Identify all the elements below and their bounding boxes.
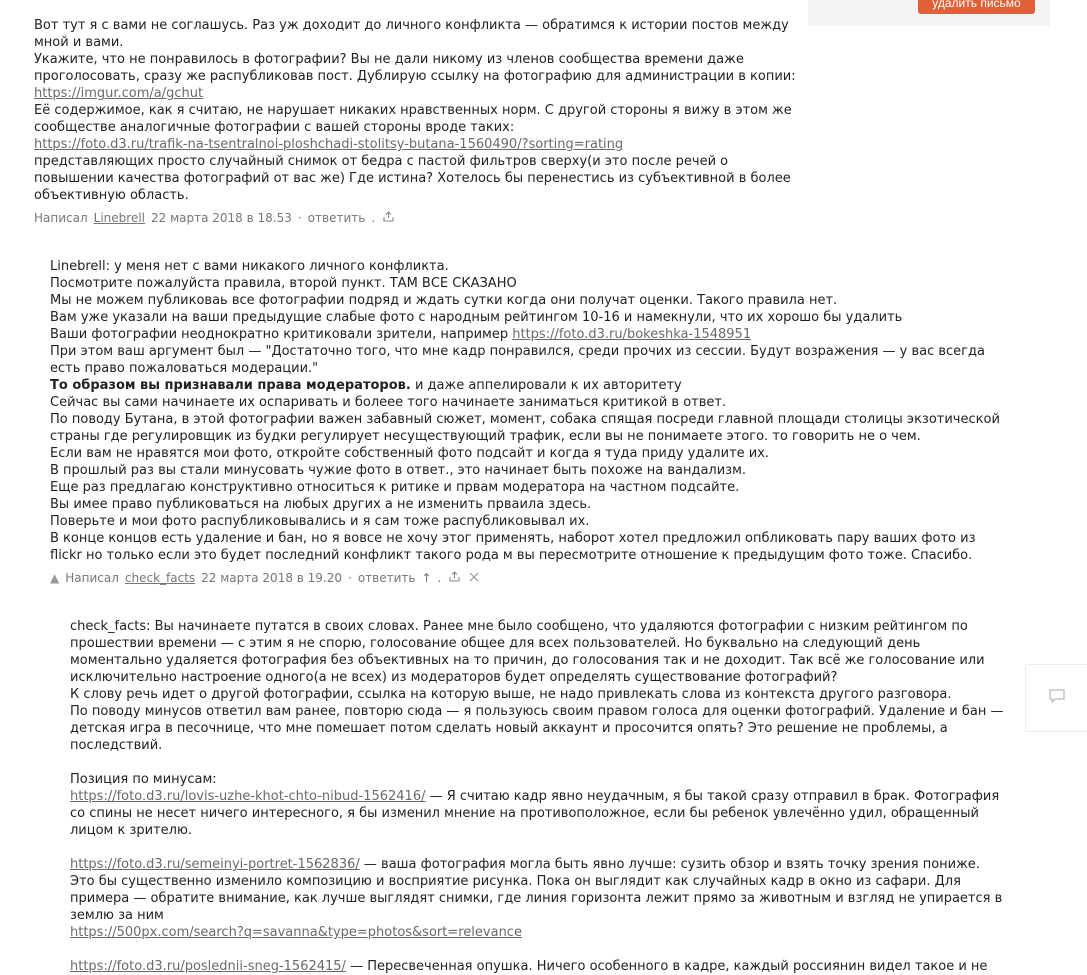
comment-text: Еще раз предлагаю конструктивно относиться к ритике и првам модератора на частном подсайте. — [50, 480, 740, 495]
comment-link[interactable]: https://foto.d3.ru/poslednii-sneg-1562415/ — [70, 959, 346, 974]
comment-text: — ваша фотография могла быть явно лучше: сузить обзор и взять точку зрения пониже. Это бы существенно изменило композицию и восприятие рисунка. Пока он выглядит как случайных кадр в окно из сафари. Для примера — обратите внимание, как лучше выглядят снимки, где линия горизонта лежит прямо за животным и взгляд не упирается в землю за ним — [70, 857, 1003, 923]
comment-text: представляющих просто случайный снимок от бедра с пастой фильтров сверху(и это после речей о повышении качества фотографий от вас же) Где истина? Хотелось бы перенестись из субъективной в более объективную область. — [34, 154, 791, 203]
parent-arrow-icon[interactable]: ↑ — [421, 571, 432, 585]
comment-link[interactable]: https://foto.d3.ru/trafik-na-tsentralnoi-ploshchadi-stolitsy-butana-1560490/?sorting=rating — [34, 137, 624, 152]
comment-text: К слову речь идет о другой фотографии, ссылка на которую выше, не надо привлекать слова из контекста другого разговора. — [70, 687, 952, 702]
comment-text: и даже аппелировали к их авторитету — [410, 378, 682, 393]
reply-link[interactable]: ответить — [357, 571, 416, 585]
author-prefix: Написал — [34, 211, 88, 225]
spacer — [70, 839, 1005, 856]
bold-text: То образом вы признавали права модераторов. — [50, 378, 411, 393]
author-prefix: Написал — [65, 571, 119, 585]
spacer — [70, 754, 1005, 771]
share-icon[interactable] — [381, 210, 395, 227]
comment-link[interactable]: https://foto.d3.ru/semeinyi-portret-1562836/ — [70, 857, 360, 872]
comment-text: — Пересвеченная опушка. Ничего особенного в кадре, каждый россиянин видел такое и не — [345, 959, 988, 974]
author-link[interactable]: check_facts — [124, 571, 196, 585]
delete-message-button[interactable]: удалить письмо — [918, 0, 1035, 14]
comment-meta — [34, 210, 804, 227]
separator: · — [348, 571, 352, 585]
spacer — [70, 941, 1005, 958]
comment-linebrell-1 — [34, 17, 804, 227]
comment-text: Вы имее право публиковаться на любых других а не изменить прваила здесь. — [50, 497, 592, 512]
comment-text: По поводу минусов ответил вам ранее, повторю сюда — я пользуюсь своим правом голоса для оценки фотографий. Удаление и бан — детская игра в песочнице, что мне помешает потом сделать новый аккаунт и просочится опять? Это решение не проблемы, а последствий. — [70, 704, 1004, 753]
comment-text-with-link — [50, 326, 1005, 343]
comment-text: Посмотрите пожалуйста правила, второй пункт. ТАМ ВСЕ СКАЗАНО — [50, 276, 517, 291]
author-link[interactable]: Linebrell — [93, 211, 146, 225]
chat-toggle-button[interactable] — [1025, 664, 1087, 732]
comment-text: Вам уже указали на ваши предыдущие слабые фото с народным рейтингом 10-16 и намекнули, что их хорошо бы удалить — [50, 310, 903, 325]
comment-text: Если вам не нравятся мои фото, откройте собственный фото подсайт и когда я туда приду удалите их. — [50, 446, 770, 461]
comment-text: Сейчас вы сами начинаете их оспаривать и болеее того начинаете заниматься критикой в ответ. — [50, 395, 727, 410]
comment-text: Linebrell: у меня нет с вами никакого личного конфликта. — [50, 259, 449, 274]
share-icon[interactable] — [447, 570, 461, 587]
comment-text: Поверьте и мои фото распубликовывались и я сам тоже распубликовывал их. — [50, 514, 590, 529]
comment-text: check_facts: Вы начинаете путатся в своих словах. Ранее мне было сообщено, что удаляются фотографии с низким рейтингом по прошествии времени — с этим я не спорю, голосование общее для всех пользователей. Но буквально на следующий день моментально удаляется фотография без объективных на то причин, до голосования так и не доходит. Так всё же голосование или исключительно настроение одного(а не всех) из модераторов будет определять существование фотографий? — [70, 619, 985, 685]
comment-text-with-link — [70, 856, 1005, 924]
comment-link[interactable]: https://500px.com/search?q=savanna&type=photos&sort=relevance — [70, 925, 522, 940]
comment-text: Позиция по минусам: — [70, 772, 217, 787]
close-icon[interactable] — [467, 570, 481, 587]
comment-text: — Я считаю кадр явно неудачным, я бы такой сразу отправил в брак. Фотография со спины не несет ничего интересного, я бы изменил мнение на противоположное, если бы ребенок увлечённо удил, обращенный лицом к зрителю. — [70, 789, 1000, 838]
reply-link[interactable]: ответить — [307, 211, 366, 225]
comment-text: Укажите, что не понравилось в фотографии? Вы не дали никому из членов сообщества времени даже проголосовать, сразу же распубликовав пост. Дублирую ссылку на фотографию для администрации в копии: — [34, 52, 796, 84]
comment-date[interactable]: 22 марта 2018 в 18.53 — [151, 211, 292, 225]
comment-meta — [50, 570, 1005, 587]
comment-text: Мы не можем публиковаь все фотографии подряд и ждать сутки когда они получат оценки. Такого правила нет. — [50, 293, 838, 308]
comment-linebrell-2 — [70, 618, 1005, 975]
comment-link[interactable]: https://foto.d3.ru/lovis-uzhe-khot-chto-nibud-1562416/ — [70, 789, 426, 804]
comment-text — [50, 377, 1005, 394]
comment-text: В конце концов есть удаление и бан, но я вовсе не хочу этог применять, наборот хотел предложил опбликовать пару ваших фото из flickr но только если это будет последний конфликт такого рода м вы пересмотрите отношение к предыдущим фото тоже. Спасибо. — [50, 531, 976, 563]
comment-text: При этом ваш аргумент был — "Достаточно того, что мне кадр понравился, среди прочих из сессии. Будут возражения — у вас всегда есть право пожаловаться модерации." — [50, 344, 985, 376]
comment-text-with-link — [70, 788, 1005, 839]
collapse-arrow-icon[interactable]: ▲ — [50, 571, 60, 585]
comment-date[interactable]: 22 марта 2018 в 19.20 — [201, 571, 343, 585]
vote-dot[interactable]: . — [371, 211, 376, 225]
comment-text-with-link — [70, 958, 1005, 975]
comment-text: Её содержимое, как я считаю, не нарушает никаких нравственных норм. С другой стороны я вижу в этом же сообществе аналогичные фотографии с вашей стороны вроде таких: — [34, 103, 792, 135]
vote-dot[interactable]: . — [437, 571, 442, 585]
comment-link[interactable]: https://imgur.com/a/gchut — [34, 86, 204, 101]
comment-check-facts-1 — [50, 258, 1005, 587]
comment-link[interactable]: https://foto.d3.ru/bokeshka-1548951 — [512, 327, 752, 342]
comment-text: Ваши фотографии неоднократно критиковали зрители, например — [50, 327, 509, 342]
comment-text: По поводу Бутана, в этой фотографии важен забавный сюжет, момент, собака спящая посреди главной площади столицы экзотической страны где регулировщик из будки регулирует несуществующий трафик, если вы не понимаете этого. то говорить не о чем. — [50, 412, 1000, 444]
chat-bubble-icon — [1048, 688, 1066, 709]
comment-text: В прошлый раз вы стали минусовать чужие фото в ответ., это начинает быть похоже на вандализм. — [50, 463, 747, 478]
comment-text: Вот тут я с вами не соглашусь. Раз уж доходит до личного конфликта — обратимся к истории постов между мной и вами. — [34, 18, 789, 50]
separator: · — [297, 211, 302, 225]
